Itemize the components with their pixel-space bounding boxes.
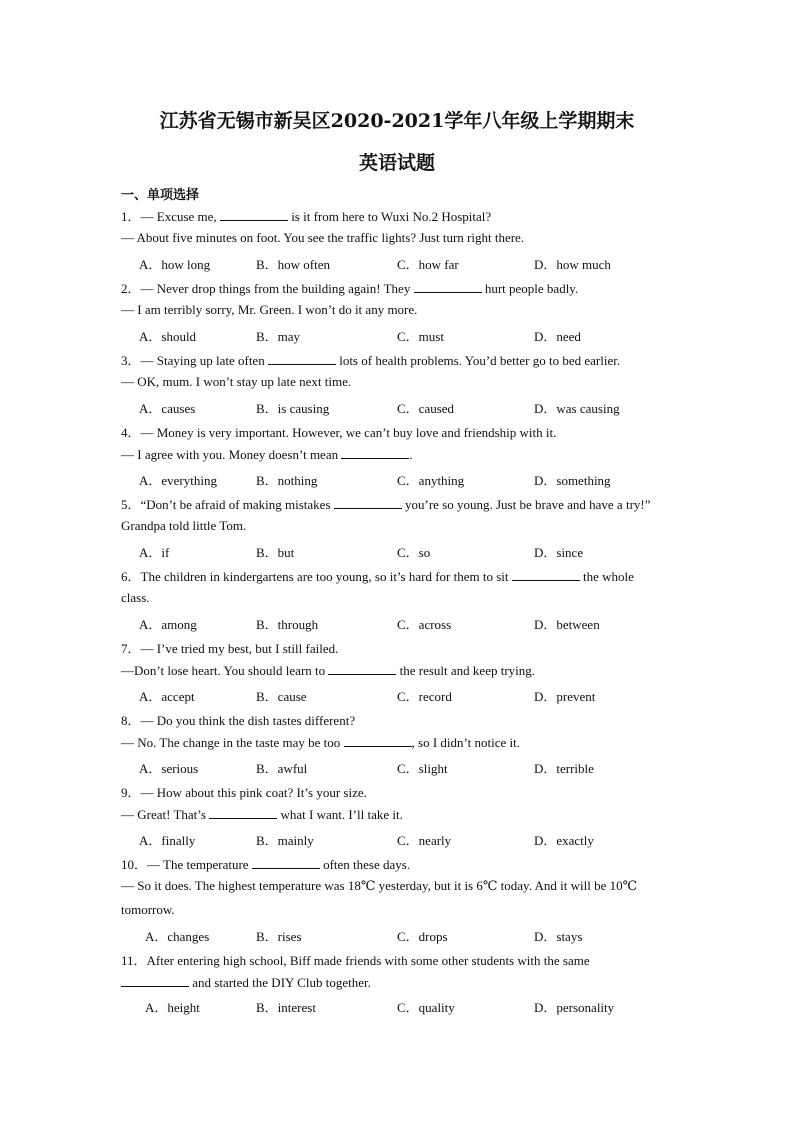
answer-blank — [512, 568, 580, 581]
question-text-tail: what I want. I’ll take it. — [277, 807, 403, 822]
option-b: B．awful — [256, 761, 308, 776]
option-a: A．changes — [145, 929, 210, 944]
question-line — [121, 950, 590, 969]
question-text-tail: the whole — [579, 569, 634, 584]
answer-blank — [341, 446, 409, 459]
answer-blank — [344, 734, 412, 747]
question-line — [121, 206, 491, 225]
question-text-tail: and started the DIY Club together. — [189, 975, 371, 990]
question-line — [121, 278, 578, 297]
question-line — [121, 662, 535, 679]
question-text: tomorrow. — [121, 902, 175, 917]
question-text: 3．— Staying up late often — [121, 353, 268, 368]
question-text: 6．The children in kindergartens are too young, so it’s hard for them to sit — [121, 569, 512, 584]
question-line — [121, 350, 620, 369]
option-d: D．since — [534, 545, 584, 560]
option-b: B．interest — [256, 1000, 316, 1015]
question-line — [121, 518, 246, 534]
option-d: D．personality — [534, 1000, 615, 1015]
question-text: —Don’t lose heart. You should learn to — [121, 663, 329, 678]
answer-blank — [121, 974, 189, 987]
option-d: D．was causing — [534, 401, 620, 416]
question-text: — I am terribly sorry, Mr. Green. I won’t do it any more. — [121, 302, 418, 317]
question-text: — About five minutes on foot. You see the traffic lights? Just turn right there. — [121, 230, 525, 245]
question-text: 7．— I’ve tried my best, but I still failed. — [121, 641, 339, 656]
option-b: B．may — [256, 329, 301, 344]
option-d: D．between — [534, 617, 600, 632]
option-b: B．how often — [256, 257, 331, 272]
question-text: 10．— The temperature — [121, 857, 252, 872]
question-text-tail: the result and keep trying. — [396, 663, 536, 678]
question-line — [121, 734, 520, 751]
question-line — [121, 878, 637, 894]
option-c: C．drops — [397, 929, 448, 944]
answer-blank — [268, 352, 336, 365]
option-a: A．everything — [139, 473, 217, 488]
option-c: C．nearly — [397, 833, 452, 848]
option-a: A．finally — [139, 833, 196, 848]
option-a: A．should — [139, 329, 197, 344]
option-a: A．accept — [139, 689, 195, 704]
option-b: B．but — [256, 545, 295, 560]
question-text: — OK, mum. I won’t stay up late next time. — [121, 374, 352, 389]
question-line — [121, 590, 150, 606]
option-d: D．prevent — [534, 689, 596, 704]
answer-blank — [328, 662, 396, 675]
question-line — [121, 710, 355, 729]
option-d: D．something — [534, 473, 611, 488]
option-b: B．nothing — [256, 473, 318, 488]
option-c: C．record — [397, 689, 452, 704]
question-line — [121, 974, 371, 991]
question-text: 5．“Don’t be afraid of making mistakes — [121, 497, 334, 512]
question-line — [121, 782, 367, 801]
section-heading: 一、单项选择 — [121, 188, 200, 203]
option-a: A．height — [145, 1000, 200, 1015]
question-text: 1．— Excuse me, — [121, 209, 220, 224]
question-text: Grandpa told little Tom. — [121, 518, 247, 533]
option-b: B．rises — [256, 929, 302, 944]
option-b: B．cause — [256, 689, 307, 704]
question-text: — So it does. The highest temperature was 18℃ yesterday, but it is 6℃ today. And it will be 10℃ — [121, 878, 638, 893]
option-b: B．is causing — [256, 401, 330, 416]
question-line — [121, 806, 403, 823]
option-a: A．how long — [139, 257, 211, 272]
option-c: C．caused — [397, 401, 455, 416]
option-b: B．through — [256, 617, 319, 632]
question-line — [121, 902, 175, 918]
option-d: D．how much — [534, 257, 611, 272]
question-text: — Great! That’s — [121, 807, 210, 822]
question-text: class. — [121, 590, 150, 605]
question-line — [121, 374, 351, 390]
question-text-tail: often these days. — [319, 857, 411, 872]
question-line — [121, 302, 417, 318]
option-a: A．causes — [139, 401, 196, 416]
question-line — [121, 638, 338, 657]
question-text-tail: is it from here to Wuxi No.2 Hospital? — [287, 209, 492, 224]
question-text: 8．— Do you think the dish tastes different? — [121, 713, 356, 728]
option-c: C．must — [397, 329, 444, 344]
answer-blank — [220, 208, 288, 221]
question-text: 4．— Money is very important. However, we can’t buy love and friendship with it. — [121, 425, 557, 440]
option-a: A．serious — [139, 761, 199, 776]
option-c: C．across — [397, 617, 452, 632]
question-text-tail: lots of health problems. You’d better go to bed earlier. — [335, 353, 621, 368]
option-d: D．exactly — [534, 833, 594, 848]
option-d: D．terrible — [534, 761, 594, 776]
option-c: C．so — [397, 545, 431, 560]
question-text-tail: you’re so young. Just be brave and have a try!” — [401, 497, 651, 512]
question-text-tail: hurt people badly. — [481, 281, 579, 296]
question-line — [121, 446, 413, 463]
option-c: C．how far — [397, 257, 459, 272]
answer-blank — [334, 496, 402, 509]
question-line — [121, 422, 556, 441]
answer-blank — [209, 806, 277, 819]
page-subtitle: 英语试题 — [358, 152, 435, 174]
question-text: — I agree with you. Money doesn’t mean — [121, 447, 342, 462]
question-text: 9．— How about this pink coat? It’s your size. — [121, 785, 367, 800]
option-c: C．quality — [397, 1000, 455, 1015]
question-text-tail: . — [409, 447, 413, 462]
question-text: — No. The change in the taste may be too — [121, 735, 344, 750]
option-a: A．if — [139, 545, 170, 560]
question-line — [121, 854, 410, 873]
question-text: 2．— Never drop things from the building again! They — [121, 281, 414, 296]
option-d: D．stays — [534, 929, 583, 944]
question-text-tail: , so I didn’t notice it. — [411, 735, 520, 750]
answer-blank — [252, 856, 320, 869]
question-line — [121, 230, 524, 246]
answer-blank — [414, 280, 482, 293]
question-text: 11．After entering high school, Biff made friends with some other students with the same — [121, 953, 590, 968]
option-a: A．among — [139, 617, 197, 632]
option-c: C．slight — [397, 761, 448, 776]
page-title: 江苏省无锡市新吴区2020-2021学年八年级上学期期末 — [159, 110, 635, 132]
option-b: B．mainly — [256, 833, 314, 848]
question-line — [121, 494, 651, 513]
question-line — [121, 566, 634, 585]
option-c: C．anything — [397, 473, 465, 488]
option-d: D．need — [534, 329, 581, 344]
